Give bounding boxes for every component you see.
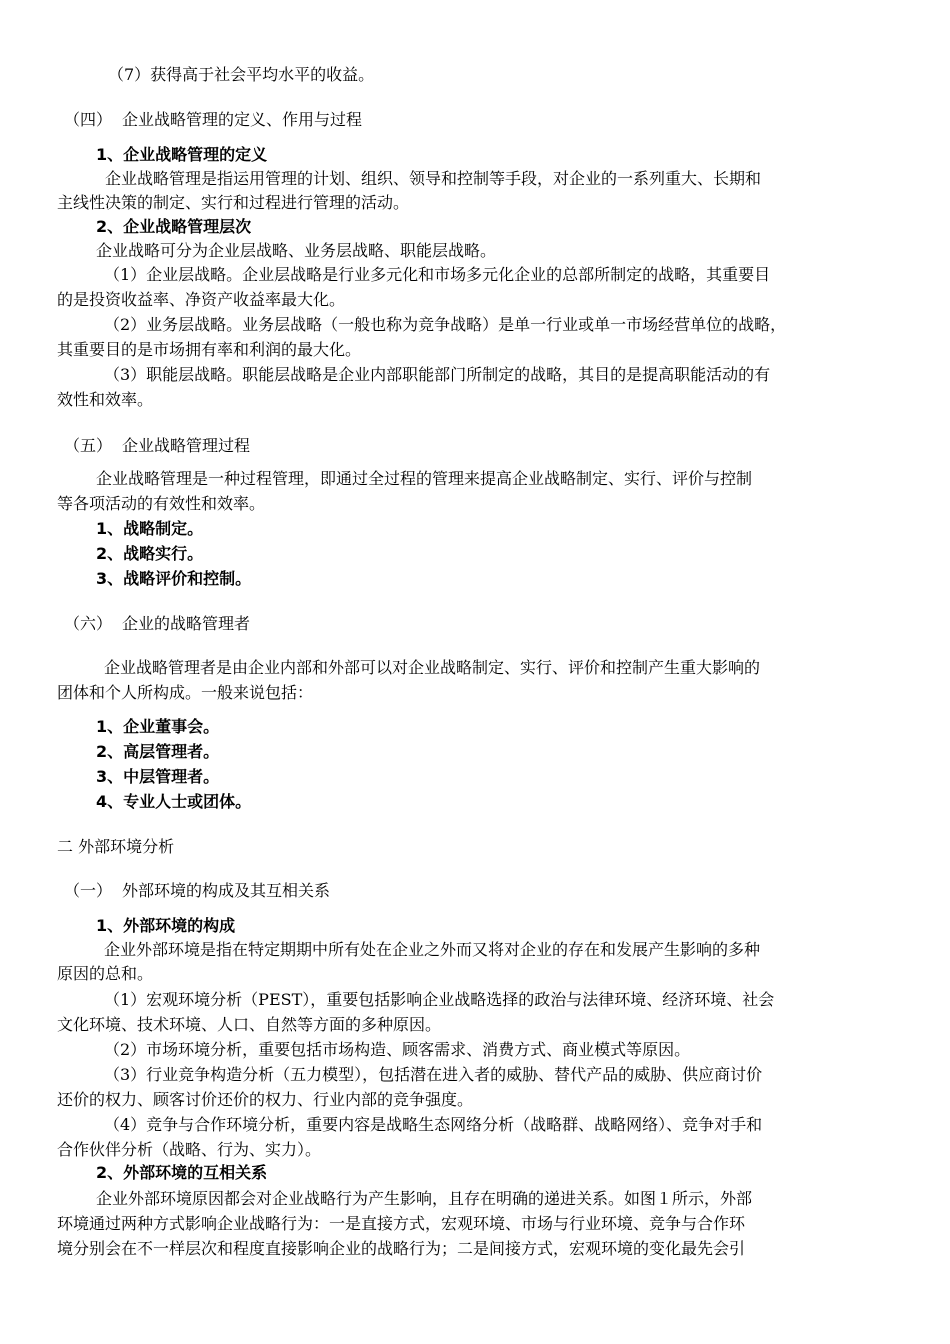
heading-number: （一）	[64, 881, 113, 900]
paragraph-line: （1）宏观环境分析（PEST），重要包括影响企业战略选择的政治与法律环境、经济环境、社会	[104, 990, 775, 1009]
paragraph-line: （3）职能层战略。职能层战略是企业内部职能部门所制定的战略，其目的是提高职能活动的有	[104, 365, 771, 384]
paragraph-line: 企业外部环境原因都会对企业战略行为产生影响，且存在明确的递进关系。如图１所示，外部	[96, 1189, 753, 1208]
paragraph-line: 效性和效率。	[57, 390, 154, 409]
paragraph-line: （3）行业竞争构造分析（五力模型），包括潜在进入者的威胁、替代产品的威胁、供应商讨价	[104, 1065, 763, 1084]
paragraph-line: （2）业务层战略。业务层战略（一般也称为竞争战略）是单一行业或单一市场经营单位的战略，	[104, 315, 787, 334]
paragraph-line: 环境通过两种方式影响企业战略行为：一是直接方式，宏观环境、市场与行业环境、竞争与合作环	[57, 1214, 746, 1233]
paragraph-line: 企业战略管理是一种过程管理，即通过全过程的管理来提高企业战略制定、实行、评价与控制	[96, 469, 753, 488]
paragraph-line: （1）企业层战略。企业层战略是行业多元化和市场多元化企业的总部所制定的战略，其重要目	[104, 265, 771, 284]
paragraph-line: 文化环境、技术环境、人口、自然等方面的多种原因。	[57, 1015, 442, 1034]
heading-title: 企业的战略管理者	[122, 614, 251, 633]
paragraph-line: 企业战略管理者是由企业内部和外部可以对企业战略制定、实行、评价和控制产生重大影响的	[104, 658, 761, 677]
section-heading	[64, 880, 330, 902]
heading-number: （五）	[64, 436, 113, 455]
paragraph-line: 团体和个人所构成。一般来说包括：	[57, 683, 314, 702]
heading-title: 外部环境的构成及其互相关系	[122, 881, 331, 900]
list-item: 2、战略实行。	[96, 544, 204, 563]
subheading: 2、外部环境的互相关系	[96, 1163, 268, 1182]
heading-title: 企业战略管理过程	[122, 436, 251, 455]
list-item: 3、战略评价和控制。	[96, 569, 252, 588]
paragraph-line: 合作伙伴分析（战略、行为、实力）。	[57, 1140, 322, 1159]
list-item: 2、高层管理者。	[96, 742, 220, 761]
paragraph-line: （2）市场环境分析，重要包括市场构造、顾客需求、消费方式、商业模式等原因。	[104, 1040, 691, 1059]
paragraph-line: 的是投资收益率、净资产收益率最大化。	[57, 290, 346, 309]
subheading: 1、企业战略管理的定义	[96, 145, 268, 164]
section-heading	[64, 435, 250, 457]
subheading: 1、外部环境的构成	[96, 916, 236, 935]
list-item: （7）获得高于社会平均水平的收益。	[108, 65, 375, 84]
list-item: 4、专业人士或团体。	[96, 792, 252, 811]
paragraph-line: 还价的权力、顾客讨价还价的权力、行业内部的竞争强度。	[57, 1090, 474, 1109]
heading-number: （六）	[64, 614, 113, 633]
list-item: 1、企业董事会。	[96, 717, 220, 736]
paragraph-line: 企业外部环境是指在特定期期中所有处在企业之外而又将对企业的存在和发展产生影响的多种	[104, 940, 761, 959]
paragraph-line: 境分别会在不一样层次和程度直接影响企业的战略行为；二是间接方式，宏观环境的变化最先会引	[57, 1239, 746, 1258]
subheading: 2、企业战略管理层次	[96, 217, 252, 236]
paragraph-line: 企业战略管理是指运用管理的计划、组织、领导和控制等手段，对企业的一系列重大、长期和	[105, 169, 762, 188]
paragraph-line: 主线性决策的制定、实行和过程进行管理的活动。	[57, 193, 410, 212]
list-item: 1、战略制定。	[96, 519, 204, 538]
paragraph-line: 其重要目的是市场拥有率和利润的最大化。	[57, 340, 362, 359]
paragraph-line: （4）竞争与合作环境分析，重要内容是战略生态网络分析（战略群、战略网络）、竞争对手和	[104, 1115, 763, 1134]
section-heading	[64, 109, 362, 131]
heading-number: （四）	[64, 110, 113, 129]
chapter-heading: 二 外部环境分析	[57, 837, 175, 856]
paragraph-line: 等各项活动的有效性和效率。	[57, 494, 266, 513]
paragraph-line: 原因的总和。	[57, 964, 154, 983]
heading-title: 企业战略管理的定义、作用与过程	[122, 110, 363, 129]
paragraph-line: 企业战略可分为企业层战略、业务层战略、职能层战略。	[96, 241, 497, 260]
list-item: 3、中层管理者。	[96, 767, 220, 786]
section-heading	[64, 613, 250, 635]
